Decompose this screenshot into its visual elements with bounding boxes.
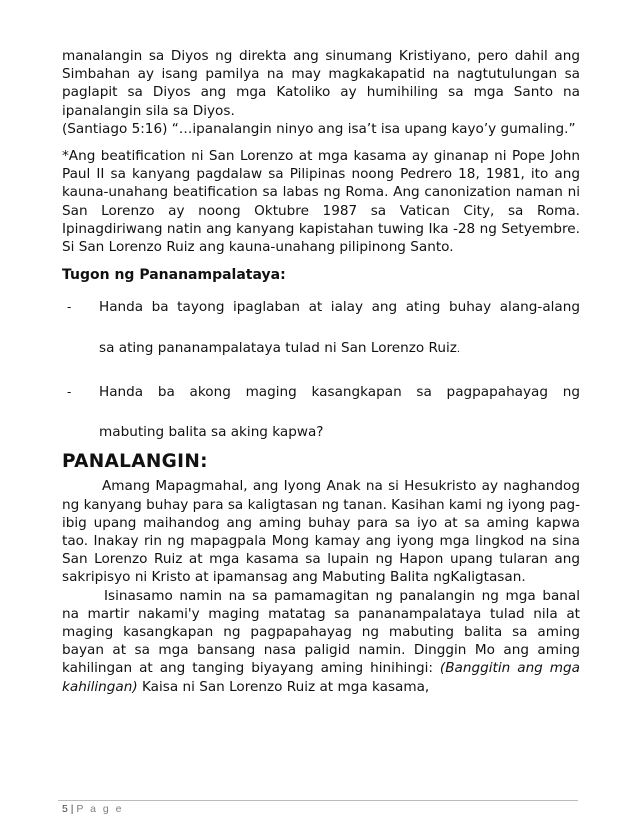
- tugon-heading: Tugon ng Pananampalataya:: [62, 267, 286, 284]
- bullet-line-text: mabuting balita sa aking kapwa?: [99, 424, 324, 441]
- bullet-line: Handa ba tayong ipaglaban at ialay ang ating buhay alang-alang: [99, 299, 580, 316]
- page-label: P a g e: [76, 803, 124, 815]
- panalangin-heading: PANALANGIN:: [62, 451, 208, 473]
- list-item: [62, 298, 580, 358]
- prayer-text: Isinasamo namin na sa pamamagitan ng panalangin ng mga banal na martir nakami'y maging matatag sa pananampalataya tulad nila at maging kasangkapan ng pagpapahayag ng mabuting balita sa aming bayan at sa mga bansang nasa paligid namin. Dinggin Mo ang aming kahilingan at ang tanging biyayang aming hinihingi:: [62, 587, 580, 677]
- paragraph-intro: manalangin sa Diyos ng direkta ang sinumang Kristiyano, pero dahil ang Simbahan ay isang pamilya na may magkakapatid na nagtutulungan sa paglapit sa Diyos ang mga Katoliko ay humihiling sa mga Santo na ipanalangin sila sa Diyos.: [62, 48, 580, 119]
- paragraph-beatification-note: *Ang beatification ni San Lorenzo at mga kasama ay ginanap ni Pope John Paul II sa kanyang pagdalaw sa Pilipinas noong Pedrero 18, 1981, ito ang kauna-unahang beatification sa labas ng Roma. Ang canonization naman ni San Lorenzo ay noong Oktubre 1987 sa Vatican City, sa Roma. Ipinagdiriwang natin ang kanyang kapistahan tuwing Ika -28 ng Setyembre. Si San Lorenzo Ruiz ang kauna-unahang pilipinong Santo.: [62, 148, 580, 256]
- prayer-text-end: Kaisa ni San Lorenzo Ruiz at mga kasama,: [137, 678, 430, 695]
- footer-separator: |: [70, 803, 74, 815]
- prayer-paragraph-2: [62, 587, 580, 696]
- footer-divider: [58, 800, 578, 801]
- bullet-line-continued: [99, 339, 580, 359]
- bullet-line-text: sa ating pananampalataya tulad ni San Lorenzo Ruiz: [99, 339, 457, 356]
- prayer-paragraph-1: Amang Mapagmahal, ang Iyong Anak na si Hesukristo ay naghandog ng kanyang buhay para sa kaligtasan ng tanan. Kasihan kami ng iyong pag-ibig upang maihandog ang aming buhay para sa iyo at sa aming kapwa tao. Inakay rin ng mapagpala Mong kamay ang iyong mga lingkod na sina San Lorenzo Ruiz at mga kasama sa lupain ng Hapon upang tularan ang sakripisyo ni Kristo at ipamansag ang Mabuting Balita ngKaligtasan.: [62, 478, 580, 586]
- dash-bullet: -: [67, 300, 72, 315]
- prayer-instruction: (Banggitin ang mga kahilingan): [62, 660, 580, 695]
- bullet-line-continued: [99, 423, 580, 441]
- page-number: 5: [62, 803, 68, 815]
- bullet-line-end: .: [456, 343, 461, 355]
- page-footer: [62, 803, 124, 815]
- paragraph-scripture-quote: (Santiago 5:16) “…ipanalangin ninyo ang isa’t isa upang kayo’y gumaling.”: [62, 120, 576, 137]
- list-item: [62, 383, 580, 441]
- page-content: [62, 47, 580, 696]
- dash-bullet: -: [67, 384, 72, 399]
- bullet-line: Handa ba akong maging kasangkapan sa pagpapahayag ng: [99, 383, 580, 400]
